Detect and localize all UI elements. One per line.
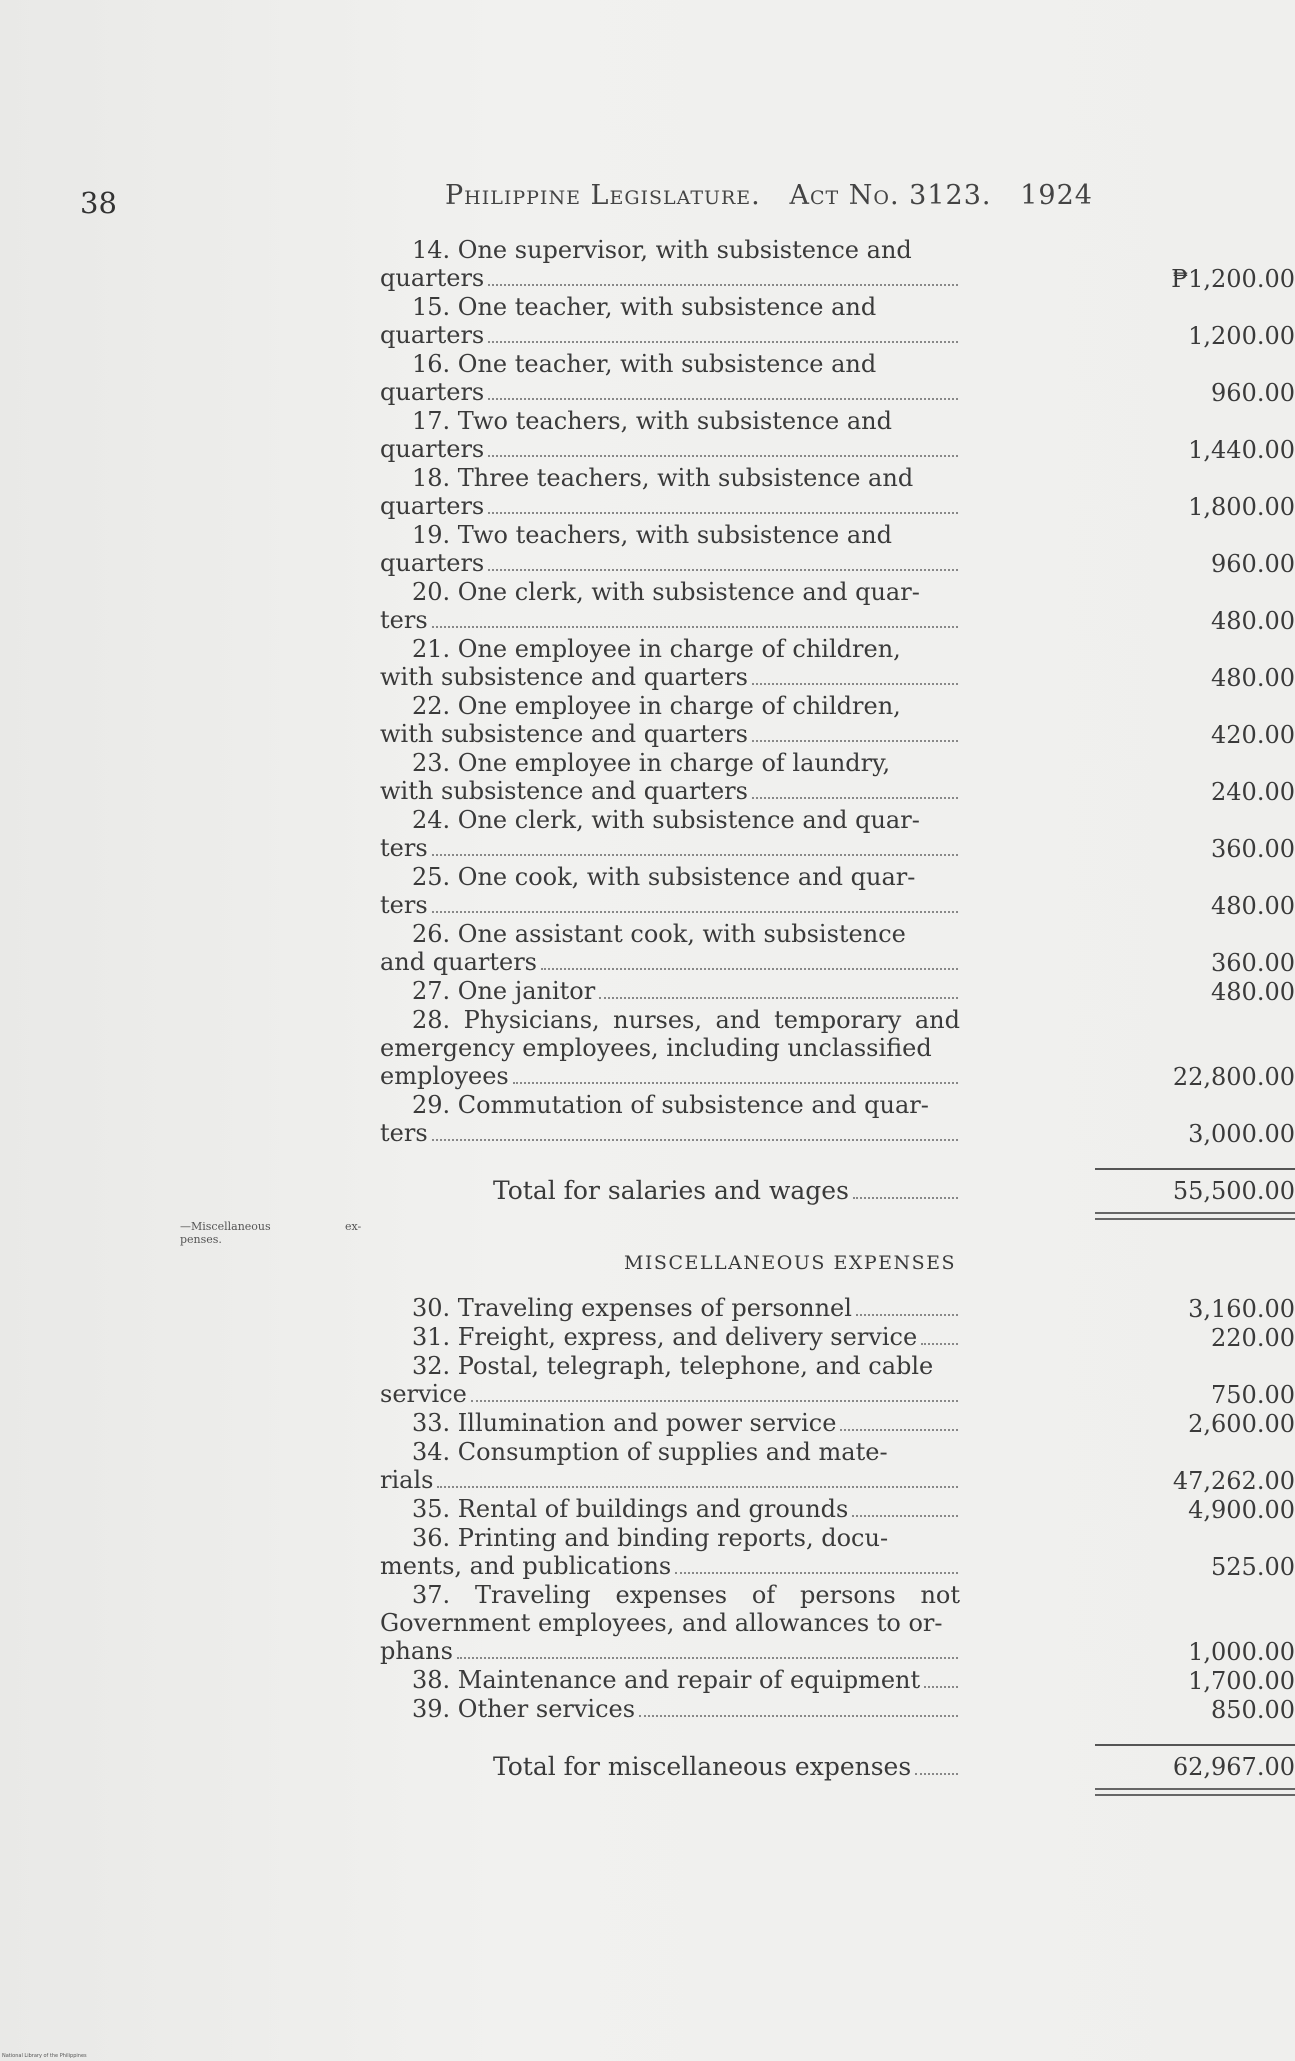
line-item-amount: 1,800.00 [1188, 493, 1295, 521]
line-item [380, 236, 1295, 293]
line-item [380, 977, 1295, 1006]
line-item-last-line: 30. Traveling expenses of personnel [412, 1294, 852, 1322]
line-item [380, 350, 1295, 407]
line-item [380, 521, 1295, 578]
line-item [380, 1495, 1295, 1524]
leader-dots [853, 1196, 958, 1199]
line-item [380, 920, 1295, 977]
line-item-text: 14. One supervisor, with subsistence and [412, 236, 912, 264]
leader-dots [471, 1399, 958, 1402]
line-item-text: 26. One assistant cook, with subsistence [412, 920, 906, 948]
line-item-amount: 3,160.00 [1188, 1295, 1295, 1323]
margin-note-line1: —Miscellaneous [180, 1220, 271, 1233]
leader-dots [752, 682, 958, 685]
line-item-amount: 240.00 [1211, 778, 1295, 806]
line-item-text: 18. Three teachers, with subsistence and [412, 464, 914, 492]
total-rule [1095, 1168, 1295, 1170]
line-item [380, 407, 1295, 464]
leader-dots [541, 967, 958, 970]
margin-note [180, 1220, 370, 1246]
line-item [380, 1581, 1295, 1666]
line-item-last-line: with subsistence and quarters [380, 720, 748, 748]
salaries-total-label: Total for salaries and wages [493, 1176, 849, 1205]
line-item-last-line: ters [380, 1119, 428, 1147]
salary-items-list [380, 236, 1295, 1148]
line-item-amount: 220.00 [1211, 1324, 1295, 1352]
line-item-amount: 525.00 [1211, 1553, 1295, 1581]
line-item [380, 635, 1295, 692]
line-item [380, 806, 1295, 863]
line-item-amount: 2,600.00 [1188, 1410, 1295, 1438]
line-item-amount: 850.00 [1211, 1696, 1295, 1724]
leader-dots [488, 283, 958, 286]
line-item-last-line: and quarters [380, 948, 537, 976]
line-item-last-line: 31. Freight, express, and delivery service [412, 1323, 918, 1351]
line-item-text: 17. Two teachers, with subsistence and [412, 407, 892, 435]
line-item-last-line: quarters [380, 492, 485, 520]
line-item-amount: 4,900.00 [1188, 1496, 1295, 1524]
leader-dots [752, 739, 958, 742]
line-item-amount: ₱1,200.00 [1171, 265, 1295, 293]
leader-dots [457, 1656, 958, 1659]
line-item-last-line: ters [380, 891, 428, 919]
line-item-amount: 1,000.00 [1188, 1638, 1295, 1666]
leader-dots [675, 1571, 958, 1574]
line-item-text: 28. Physicians, nurses, and temporary and emergency employees, including unclassified [380, 1006, 960, 1062]
line-item [380, 692, 1295, 749]
line-item [380, 578, 1295, 635]
line-item-text: 24. One clerk, with subsistence and quar- [412, 806, 920, 834]
line-item-last-line: with subsistence and quarters [380, 777, 748, 805]
running-head-year: 1924 [1020, 180, 1093, 211]
line-item-text: 15. One teacher, with subsistence and [412, 293, 877, 321]
line-item-text: 20. One clerk, with subsistence and quar- [412, 578, 920, 606]
page-number: 38 [80, 186, 117, 220]
line-item-amount: 750.00 [1211, 1381, 1295, 1409]
line-item-last-line: service [380, 1380, 467, 1408]
line-item-text: 21. One employee in charge of children, [412, 635, 901, 663]
line-item-amount: 1,440.00 [1188, 436, 1295, 464]
leader-dots [488, 340, 958, 343]
leader-dots [915, 1772, 958, 1775]
line-item [380, 464, 1295, 521]
leader-dots [752, 796, 958, 799]
leader-dots [840, 1428, 958, 1431]
line-item-last-line: with subsistence and quarters [380, 663, 748, 691]
leader-dots [924, 1685, 958, 1688]
salaries-total-row [380, 1176, 1295, 1206]
double-rule [1095, 1212, 1295, 1220]
misc-total-row [380, 1752, 1295, 1782]
running-head [445, 180, 1093, 211]
margin-note-line1b: ex- [345, 1220, 362, 1233]
line-item-text: 32. Postal, telegraph, telephone, and cable [412, 1352, 934, 1380]
line-item-text: 34. Consumption of supplies and mate- [412, 1438, 888, 1466]
double-rule [1095, 1788, 1295, 1796]
line-item-text: 37. Traveling expenses of persons not Government employees, and allowances to or- [380, 1581, 960, 1637]
misc-items-list [380, 1294, 1295, 1724]
line-item-amount: 480.00 [1211, 978, 1295, 1006]
line-item-text: 25. One cook, with subsistence and quar- [412, 863, 916, 891]
line-item-last-line: quarters [380, 378, 485, 406]
line-item-last-line: phans [380, 1637, 453, 1665]
line-item-amount: 22,800.00 [1172, 1063, 1295, 1091]
line-item [380, 1006, 1295, 1091]
leader-dots [852, 1514, 958, 1517]
line-item-amount: 480.00 [1211, 892, 1295, 920]
misc-total-amount: 62,967.00 [1172, 1753, 1295, 1781]
running-head-title: Philippine Legislature. [445, 180, 761, 211]
leader-dots [488, 454, 958, 457]
line-item [380, 863, 1295, 920]
line-item [380, 749, 1295, 806]
line-item-text: 23. One employee in charge of laundry, [412, 749, 891, 777]
line-item-last-line: quarters [380, 321, 485, 349]
line-item [380, 1666, 1295, 1695]
line-item [380, 1695, 1295, 1724]
line-item-last-line: 38. Maintenance and repair of equipment [412, 1666, 921, 1694]
leader-dots [921, 1342, 958, 1345]
salaries-total-amount: 55,500.00 [1172, 1177, 1295, 1205]
line-item [380, 1323, 1295, 1352]
line-item-last-line: 33. Illumination and power service [412, 1409, 837, 1437]
line-item [380, 1352, 1295, 1409]
line-item-last-line: 27. One janitor [412, 977, 596, 1005]
leader-dots [432, 625, 958, 628]
leader-dots [432, 1138, 958, 1141]
leader-dots [437, 1485, 958, 1488]
line-item-amount: 360.00 [1211, 835, 1295, 863]
misc-total-label: Total for miscellaneous expenses [493, 1752, 912, 1781]
line-item [380, 1524, 1295, 1581]
line-item-amount: 1,700.00 [1188, 1667, 1295, 1695]
line-item-text: 29. Commutation of subsistence and quar- [412, 1091, 929, 1119]
leader-dots [488, 397, 958, 400]
line-item-last-line: 39. Other services [412, 1695, 636, 1723]
line-item-amount: 1,200.00 [1188, 322, 1295, 350]
leader-dots [856, 1313, 958, 1316]
line-item [380, 293, 1295, 350]
line-item-last-line: ments, and publications [380, 1552, 672, 1580]
misc-section-title: MISCELLANEOUS EXPENSES [623, 1252, 957, 1274]
line-item-text: 22. One employee in charge of children, [412, 692, 901, 720]
leader-dots [513, 1081, 958, 1084]
line-item-last-line: quarters [380, 435, 485, 463]
line-item-last-line: quarters [380, 264, 485, 292]
line-item-last-line: employees [380, 1062, 509, 1090]
scan-footer: National Library of the Philippines [2, 2053, 87, 2059]
leader-dots [488, 511, 958, 514]
line-item-text: 16. One teacher, with subsistence and [412, 350, 877, 378]
line-item [380, 1438, 1295, 1495]
line-item-last-line: quarters [380, 549, 485, 577]
leader-dots [432, 853, 958, 856]
line-item-amount: 480.00 [1211, 664, 1295, 692]
line-item-text: 36. Printing and binding reports, docu- [412, 1524, 889, 1552]
line-item [380, 1294, 1295, 1323]
line-item-last-line: rials [380, 1466, 434, 1494]
leader-dots [639, 1714, 958, 1717]
line-item-text: 19. Two teachers, with subsistence and [412, 521, 892, 549]
line-item-amount: 3,000.00 [1188, 1120, 1295, 1148]
appropriation-items [380, 236, 1295, 1782]
running-head-act: Act No. 3123. [789, 180, 992, 211]
line-item-amount: 420.00 [1211, 721, 1295, 749]
total-rule [1095, 1744, 1295, 1746]
line-item-amount: 480.00 [1211, 607, 1295, 635]
line-item [380, 1409, 1295, 1438]
leader-dots [432, 910, 958, 913]
line-item-amount: 960.00 [1211, 550, 1295, 578]
line-item-last-line: 35. Rental of buildings and grounds [412, 1495, 849, 1523]
line-item-amount: 47,262.00 [1172, 1467, 1295, 1495]
line-item-amount: 960.00 [1211, 379, 1295, 407]
leader-dots [599, 996, 958, 999]
margin-note-line2: penses. [180, 1233, 222, 1246]
line-item-last-line: ters [380, 834, 428, 862]
line-item-last-line: ters [380, 606, 428, 634]
leader-dots [488, 568, 958, 571]
line-item [380, 1091, 1295, 1148]
line-item-amount: 360.00 [1211, 949, 1295, 977]
